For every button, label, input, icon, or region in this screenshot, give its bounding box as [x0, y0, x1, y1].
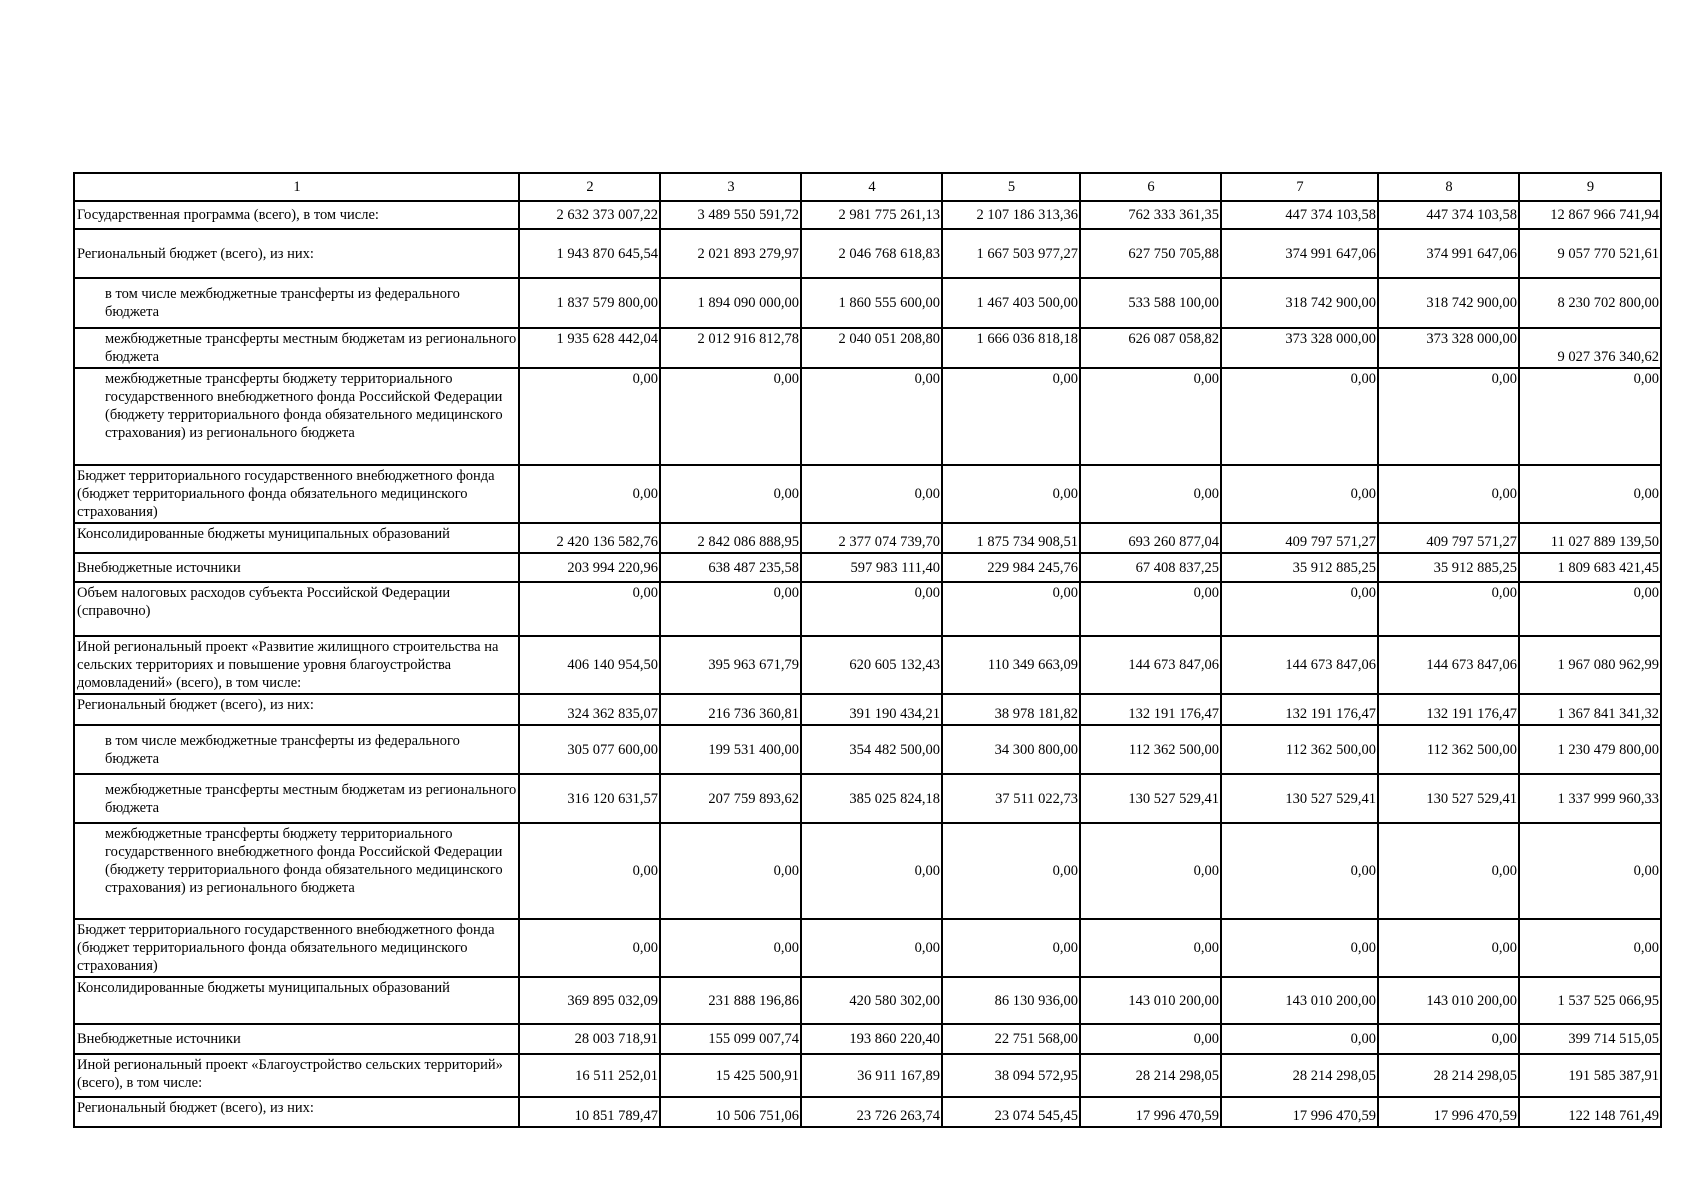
value-cell-col-4: 0,00	[801, 823, 942, 919]
row-label: Консолидированные бюджеты муниципальных образований	[74, 523, 519, 553]
table-row	[74, 823, 1661, 919]
value-cell-col-5: 2 107 186 313,36	[942, 201, 1080, 229]
value-cell-col-4: 597 983 111,40	[801, 553, 942, 582]
value-cell-col-7: 0,00	[1221, 919, 1378, 977]
value-cell-col-5: 0,00	[942, 919, 1080, 977]
value-cell-col-5: 1 875 734 908,51	[942, 523, 1080, 553]
row-label: Объем налоговых расходов субъекта Российской Федерации (справочно)	[74, 582, 519, 636]
value-cell-col-4: 420 580 302,00	[801, 977, 942, 1024]
value-cell-col-3: 0,00	[660, 465, 801, 523]
row-label: Иной региональный проект «Развитие жилищного строительства на сельских территориях и повышение уровня благоустройства домовладений» (всего), в том числе:	[74, 636, 519, 694]
value-cell-col-9: 9 057 770 521,61	[1519, 229, 1661, 278]
value-cell-col-6: 0,00	[1080, 823, 1221, 919]
table-row	[74, 553, 1661, 582]
value-cell-col-2: 1 935 628 442,04	[519, 328, 660, 368]
value-cell-col-3: 0,00	[660, 919, 801, 977]
value-cell-col-3: 15 425 500,91	[660, 1054, 801, 1097]
column-number-7: 7	[1221, 173, 1378, 201]
row-label: Иной региональный проект «Благоустройство сельских территорий» (всего), в том числе:	[74, 1054, 519, 1097]
value-cell-col-9: 0,00	[1519, 582, 1661, 636]
table-row	[74, 1097, 1661, 1127]
value-cell-col-6: 693 260 877,04	[1080, 523, 1221, 553]
value-cell-col-5: 0,00	[942, 582, 1080, 636]
table-row	[74, 523, 1661, 553]
value-cell-col-5: 0,00	[942, 823, 1080, 919]
column-number-6: 6	[1080, 173, 1221, 201]
value-cell-col-9: 1 230 479 800,00	[1519, 725, 1661, 774]
value-cell-col-9: 0,00	[1519, 919, 1661, 977]
value-cell-col-7: 112 362 500,00	[1221, 725, 1378, 774]
row-label: межбюджетные трансферты местным бюджетам из регионального бюджета	[74, 328, 519, 368]
value-cell-col-8: 374 991 647,06	[1378, 229, 1519, 278]
row-label: межбюджетные трансферты местным бюджетам из регионального бюджета	[74, 774, 519, 823]
value-cell-col-4: 620 605 132,43	[801, 636, 942, 694]
value-cell-col-9: 9 027 376 340,62	[1519, 328, 1661, 368]
value-cell-col-8: 28 214 298,05	[1378, 1054, 1519, 1097]
value-cell-col-6: 130 527 529,41	[1080, 774, 1221, 823]
column-number-9: 9	[1519, 173, 1661, 201]
value-cell-col-4: 391 190 434,21	[801, 694, 942, 725]
value-cell-col-2: 203 994 220,96	[519, 553, 660, 582]
header-row	[74, 173, 1661, 201]
value-cell-col-9: 0,00	[1519, 368, 1661, 465]
value-cell-col-5: 37 511 022,73	[942, 774, 1080, 823]
column-number-5: 5	[942, 173, 1080, 201]
value-cell-col-5: 23 074 545,45	[942, 1097, 1080, 1127]
value-cell-col-3: 2 012 916 812,78	[660, 328, 801, 368]
value-cell-col-3: 10 506 751,06	[660, 1097, 801, 1127]
table-row	[74, 582, 1661, 636]
row-label: в том числе межбюджетные трансферты из федерального бюджета	[74, 725, 519, 774]
value-cell-col-2: 0,00	[519, 368, 660, 465]
value-cell-col-9: 12 867 966 741,94	[1519, 201, 1661, 229]
value-cell-col-2: 16 511 252,01	[519, 1054, 660, 1097]
value-cell-col-7: 374 991 647,06	[1221, 229, 1378, 278]
value-cell-col-9: 1 537 525 066,95	[1519, 977, 1661, 1024]
table-row	[74, 201, 1661, 229]
value-cell-col-5: 86 130 936,00	[942, 977, 1080, 1024]
value-cell-col-5: 38 094 572,95	[942, 1054, 1080, 1097]
value-cell-col-5: 1 467 403 500,00	[942, 278, 1080, 328]
value-cell-col-4: 385 025 824,18	[801, 774, 942, 823]
value-cell-col-8: 144 673 847,06	[1378, 636, 1519, 694]
value-cell-col-7: 28 214 298,05	[1221, 1054, 1378, 1097]
value-cell-col-4: 2 046 768 618,83	[801, 229, 942, 278]
value-cell-col-6: 533 588 100,00	[1080, 278, 1221, 328]
value-cell-col-8: 0,00	[1378, 823, 1519, 919]
column-number-8: 8	[1378, 173, 1519, 201]
value-cell-col-2: 324 362 835,07	[519, 694, 660, 725]
value-cell-col-5: 0,00	[942, 368, 1080, 465]
value-cell-col-6: 0,00	[1080, 1024, 1221, 1054]
value-cell-col-2: 305 077 600,00	[519, 725, 660, 774]
value-cell-col-7: 318 742 900,00	[1221, 278, 1378, 328]
row-label: Региональный бюджет (всего), из них:	[74, 694, 519, 725]
value-cell-col-4: 0,00	[801, 919, 942, 977]
value-cell-col-8: 373 328 000,00	[1378, 328, 1519, 368]
value-cell-col-9: 1 337 999 960,33	[1519, 774, 1661, 823]
value-cell-col-6: 112 362 500,00	[1080, 725, 1221, 774]
value-cell-col-3: 0,00	[660, 368, 801, 465]
value-cell-col-5: 1 667 503 977,27	[942, 229, 1080, 278]
value-cell-col-4: 2 040 051 208,80	[801, 328, 942, 368]
column-number-4: 4	[801, 173, 942, 201]
value-cell-col-7: 144 673 847,06	[1221, 636, 1378, 694]
value-cell-col-6: 28 214 298,05	[1080, 1054, 1221, 1097]
value-cell-col-2: 369 895 032,09	[519, 977, 660, 1024]
value-cell-col-2: 2 420 136 582,76	[519, 523, 660, 553]
value-cell-col-7: 0,00	[1221, 1024, 1378, 1054]
value-cell-col-8: 35 912 885,25	[1378, 553, 1519, 582]
value-cell-col-2: 0,00	[519, 582, 660, 636]
value-cell-col-8: 447 374 103,58	[1378, 201, 1519, 229]
value-cell-col-7: 143 010 200,00	[1221, 977, 1378, 1024]
value-cell-col-2: 2 632 373 007,22	[519, 201, 660, 229]
value-cell-col-7: 0,00	[1221, 823, 1378, 919]
row-label: Бюджет территориального государственного внебюджетного фонда (бюджет территориального фонда обязательного медицинского страхования)	[74, 919, 519, 977]
table-row	[74, 774, 1661, 823]
value-cell-col-9: 11 027 889 139,50	[1519, 523, 1661, 553]
value-cell-col-8: 112 362 500,00	[1378, 725, 1519, 774]
value-cell-col-6: 67 408 837,25	[1080, 553, 1221, 582]
value-cell-col-9: 399 714 515,05	[1519, 1024, 1661, 1054]
table-row	[74, 229, 1661, 278]
row-label: в том числе межбюджетные трансферты из федерального бюджета	[74, 278, 519, 328]
table-row	[74, 725, 1661, 774]
value-cell-col-4: 0,00	[801, 368, 942, 465]
value-cell-col-4: 354 482 500,00	[801, 725, 942, 774]
value-cell-col-9: 8 230 702 800,00	[1519, 278, 1661, 328]
row-label: Внебюджетные источники	[74, 553, 519, 582]
table-row	[74, 368, 1661, 465]
value-cell-col-8: 143 010 200,00	[1378, 977, 1519, 1024]
value-cell-col-3: 2 021 893 279,97	[660, 229, 801, 278]
value-cell-col-9: 1 809 683 421,45	[1519, 553, 1661, 582]
row-label: межбюджетные трансферты бюджету территориального государственного внебюджетного фонда Российской Федерации (бюджету территориального фонда обязательного медицинского страхования) из регионального бюджета	[74, 368, 519, 465]
value-cell-col-4: 2 981 775 261,13	[801, 201, 942, 229]
table-row	[74, 465, 1661, 523]
value-cell-col-3: 199 531 400,00	[660, 725, 801, 774]
value-cell-col-2: 316 120 631,57	[519, 774, 660, 823]
value-cell-col-6: 0,00	[1080, 368, 1221, 465]
value-cell-col-2: 0,00	[519, 465, 660, 523]
value-cell-col-8: 0,00	[1378, 582, 1519, 636]
table-row	[74, 636, 1661, 694]
value-cell-col-7: 17 996 470,59	[1221, 1097, 1378, 1127]
value-cell-col-8: 409 797 571,27	[1378, 523, 1519, 553]
value-cell-col-7: 35 912 885,25	[1221, 553, 1378, 582]
table-row	[74, 328, 1661, 368]
value-cell-col-4: 2 377 074 739,70	[801, 523, 942, 553]
value-cell-col-2: 1 837 579 800,00	[519, 278, 660, 328]
value-cell-col-2: 1 943 870 645,54	[519, 229, 660, 278]
row-label: межбюджетные трансферты бюджету территориального государственного внебюджетного фонда Российской Федерации (бюджету территориального фонда обязательного медицинского страхования) из регионального бюджета	[74, 823, 519, 919]
value-cell-col-7: 0,00	[1221, 465, 1378, 523]
value-cell-col-5: 110 349 663,09	[942, 636, 1080, 694]
table-row	[74, 1054, 1661, 1097]
value-cell-col-8: 132 191 176,47	[1378, 694, 1519, 725]
row-label: Государственная программа (всего), в том числе:	[74, 201, 519, 229]
value-cell-col-3: 1 894 090 000,00	[660, 278, 801, 328]
value-cell-col-3: 231 888 196,86	[660, 977, 801, 1024]
column-number-2: 2	[519, 173, 660, 201]
value-cell-col-8: 17 996 470,59	[1378, 1097, 1519, 1127]
row-label: Региональный бюджет (всего), из них:	[74, 1097, 519, 1127]
value-cell-col-2: 10 851 789,47	[519, 1097, 660, 1127]
value-cell-col-6: 0,00	[1080, 582, 1221, 636]
value-cell-col-9: 0,00	[1519, 823, 1661, 919]
value-cell-col-3: 2 842 086 888,95	[660, 523, 801, 553]
value-cell-col-8: 0,00	[1378, 1024, 1519, 1054]
value-cell-col-9: 0,00	[1519, 465, 1661, 523]
value-cell-col-3: 207 759 893,62	[660, 774, 801, 823]
value-cell-col-2: 0,00	[519, 823, 660, 919]
value-cell-col-6: 132 191 176,47	[1080, 694, 1221, 725]
value-cell-col-9: 191 585 387,91	[1519, 1054, 1661, 1097]
value-cell-col-4: 0,00	[801, 465, 942, 523]
value-cell-col-8: 0,00	[1378, 368, 1519, 465]
table-row	[74, 977, 1661, 1024]
value-cell-col-5: 34 300 800,00	[942, 725, 1080, 774]
table-row	[74, 694, 1661, 725]
table-row	[74, 278, 1661, 328]
value-cell-col-7: 409 797 571,27	[1221, 523, 1378, 553]
value-cell-col-3: 155 099 007,74	[660, 1024, 801, 1054]
value-cell-col-9: 1 967 080 962,99	[1519, 636, 1661, 694]
value-cell-col-7: 447 374 103,58	[1221, 201, 1378, 229]
table-row	[74, 919, 1661, 977]
value-cell-col-6: 627 750 705,88	[1080, 229, 1221, 278]
value-cell-col-2: 28 003 718,91	[519, 1024, 660, 1054]
value-cell-col-6: 762 333 361,35	[1080, 201, 1221, 229]
value-cell-col-4: 23 726 263,74	[801, 1097, 942, 1127]
column-number-3: 3	[660, 173, 801, 201]
value-cell-col-7: 373 328 000,00	[1221, 328, 1378, 368]
value-cell-col-8: 0,00	[1378, 919, 1519, 977]
value-cell-col-6: 144 673 847,06	[1080, 636, 1221, 694]
value-cell-col-9: 1 367 841 341,32	[1519, 694, 1661, 725]
value-cell-col-5: 22 751 568,00	[942, 1024, 1080, 1054]
value-cell-col-7: 130 527 529,41	[1221, 774, 1378, 823]
value-cell-col-4: 0,00	[801, 582, 942, 636]
value-cell-col-4: 193 860 220,40	[801, 1024, 942, 1054]
value-cell-col-5: 0,00	[942, 465, 1080, 523]
value-cell-col-2: 0,00	[519, 919, 660, 977]
value-cell-col-8: 318 742 900,00	[1378, 278, 1519, 328]
value-cell-col-7: 132 191 176,47	[1221, 694, 1378, 725]
value-cell-col-5: 1 666 036 818,18	[942, 328, 1080, 368]
value-cell-col-3: 216 736 360,81	[660, 694, 801, 725]
value-cell-col-6: 0,00	[1080, 465, 1221, 523]
row-label: Консолидированные бюджеты муниципальных образований	[74, 977, 519, 1024]
value-cell-col-6: 626 087 058,82	[1080, 328, 1221, 368]
value-cell-col-4: 36 911 167,89	[801, 1054, 942, 1097]
value-cell-col-6: 17 996 470,59	[1080, 1097, 1221, 1127]
value-cell-col-3: 0,00	[660, 823, 801, 919]
value-cell-col-3: 395 963 671,79	[660, 636, 801, 694]
value-cell-col-3: 0,00	[660, 582, 801, 636]
budget-table	[73, 172, 1662, 1128]
value-cell-col-3: 638 487 235,58	[660, 553, 801, 582]
table-row	[74, 1024, 1661, 1054]
value-cell-col-4: 1 860 555 600,00	[801, 278, 942, 328]
value-cell-col-8: 130 527 529,41	[1378, 774, 1519, 823]
value-cell-col-7: 0,00	[1221, 368, 1378, 465]
value-cell-col-5: 229 984 245,76	[942, 553, 1080, 582]
value-cell-col-3: 3 489 550 591,72	[660, 201, 801, 229]
value-cell-col-7: 0,00	[1221, 582, 1378, 636]
value-cell-col-9: 122 148 761,49	[1519, 1097, 1661, 1127]
value-cell-col-6: 0,00	[1080, 919, 1221, 977]
row-label: Бюджет территориального государственного внебюджетного фонда (бюджет территориального фонда обязательного медицинского страхования)	[74, 465, 519, 523]
value-cell-col-6: 143 010 200,00	[1080, 977, 1221, 1024]
value-cell-col-2: 406 140 954,50	[519, 636, 660, 694]
value-cell-col-5: 38 978 181,82	[942, 694, 1080, 725]
row-label: Региональный бюджет (всего), из них:	[74, 229, 519, 278]
row-label: Внебюджетные источники	[74, 1024, 519, 1054]
value-cell-col-8: 0,00	[1378, 465, 1519, 523]
column-number-1: 1	[74, 173, 519, 201]
